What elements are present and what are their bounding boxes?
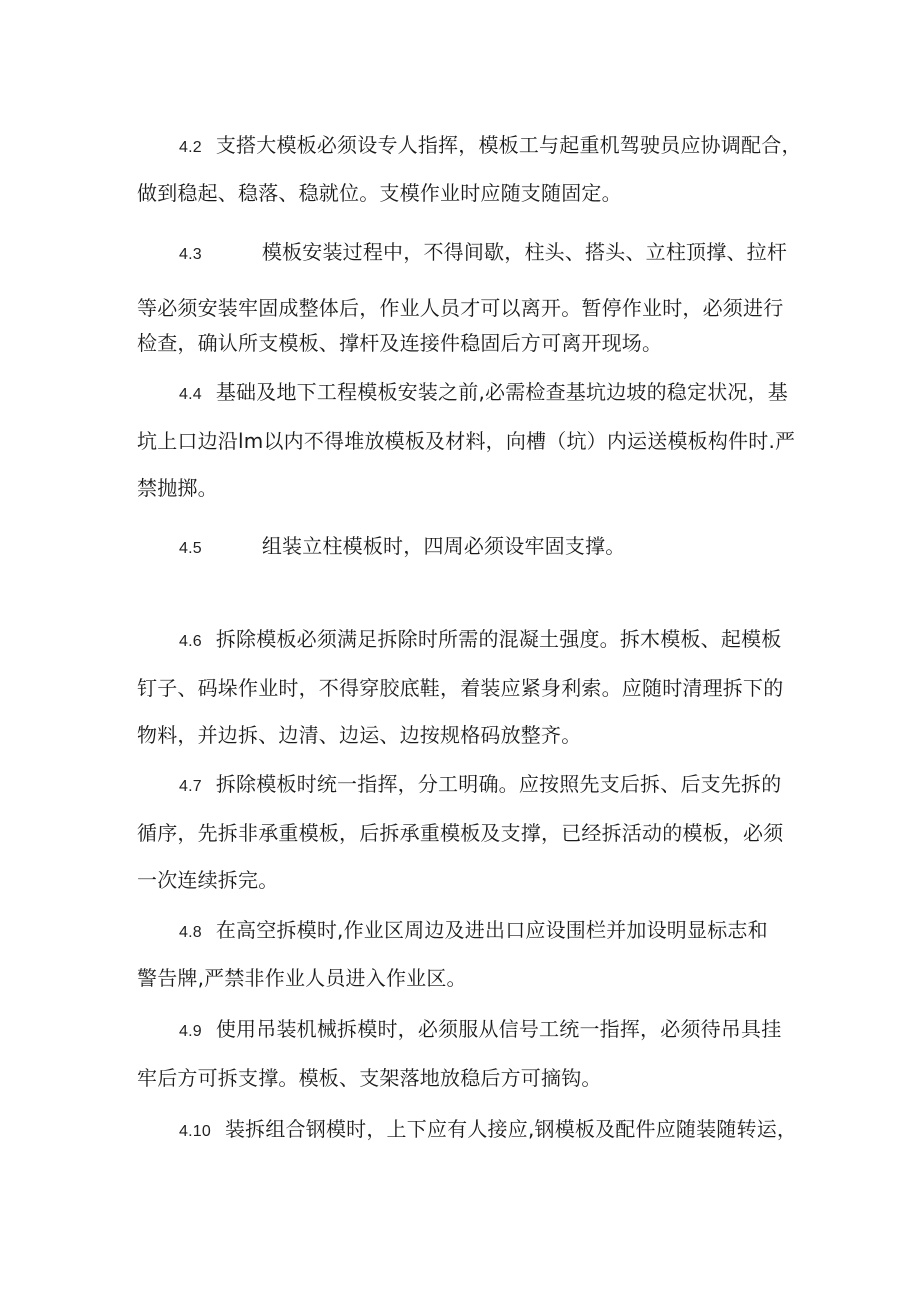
- paragraph-line: [179, 1017, 781, 1044]
- section-text: 基础及地下工程模板安装之前,必需检查基坑边坡的稳定状况，基: [215, 380, 789, 404]
- section-number: 4.7: [179, 778, 202, 795]
- paragraph-line: [179, 627, 781, 654]
- paragraph-line: [179, 380, 788, 407]
- section-number: 4.2: [179, 139, 202, 156]
- section-text: 使用吊装机械拆模时，必须服从信号工统一指挥，必须待吊具挂: [215, 1017, 782, 1041]
- paragraph-line: 警告牌,严禁非作业人员进入作业区。: [137, 966, 467, 990]
- paragraph-line: [179, 534, 625, 561]
- paragraph-line: 物料，并边拆、边清、边运、边按规格码放整齐。: [137, 723, 582, 747]
- section-number: 4.4: [179, 386, 202, 403]
- section-text: 拆除模板必须满足拆除时所需的混凝土强度。拆木模板、起模板: [215, 627, 782, 651]
- paragraph-line: 循序，先拆非承重模板，后拆承重模板及支撑，已经拆活动的模板，必须: [137, 821, 784, 845]
- paragraph-line: 坑上口边沿lm以内不得堆放模板及材料，向槽（坑）内运送模板构件时.严: [137, 429, 796, 453]
- section-text: 模板安装过程中，不得间歇，柱头、搭头、立柱顶撑、拉杆: [261, 240, 788, 264]
- section-number: 4.3: [179, 246, 202, 263]
- section-text: 支搭大模板必须设专人指挥，模板工与起重机驾驶员应协调配合，: [215, 133, 802, 157]
- paragraph-line: 钉子、码垛作业时，不得穿胶底鞋，着装应紧身利索。应随时清理拆下的: [137, 676, 784, 700]
- section-text: 在高空拆模时,作业区周边及进出口应设围栏并加设明显标志和: [215, 918, 768, 942]
- section-number: 4.9: [179, 1023, 202, 1040]
- paragraph-line: 做到稳起、稳落、稳就位。支模作业时应随支随固定。: [137, 181, 622, 205]
- paragraph-line: [179, 1117, 797, 1144]
- paragraph-line: 禁抛掷。: [137, 476, 218, 500]
- paragraph-line: [179, 918, 768, 945]
- section-number: 4.5: [179, 540, 202, 557]
- section-number: 4.10: [179, 1123, 211, 1140]
- paragraph-line: 一次连续拆完。: [137, 868, 279, 892]
- paragraph-line: [179, 772, 781, 799]
- paragraph-line: 等必须安装牢固成整体后，作业人员才可以离开。暂停作业时，必须进行: [137, 296, 784, 320]
- paragraph-line: [179, 240, 787, 267]
- paragraph-line: 牢后方可拆支撑。模板、支架落地放稳后方可摘钩。: [137, 1066, 602, 1090]
- section-number: 4.6: [179, 633, 202, 650]
- section-text: 装拆组合钢模时，上下应有人接应,钢模板及配件应随装随转运，: [224, 1117, 798, 1141]
- paragraph-line: [179, 133, 802, 160]
- section-number: 4.8: [179, 924, 202, 941]
- section-text: 拆除模板时统一指挥，分工明确。应按照先支后拆、后支先拆的: [215, 772, 782, 796]
- paragraph-line: 检查，确认所支模板、撑杆及连接件稳固后方可离开现场。: [137, 331, 663, 355]
- section-text: 组装立柱模板时，四周必须设牢固支撑。: [261, 534, 626, 558]
